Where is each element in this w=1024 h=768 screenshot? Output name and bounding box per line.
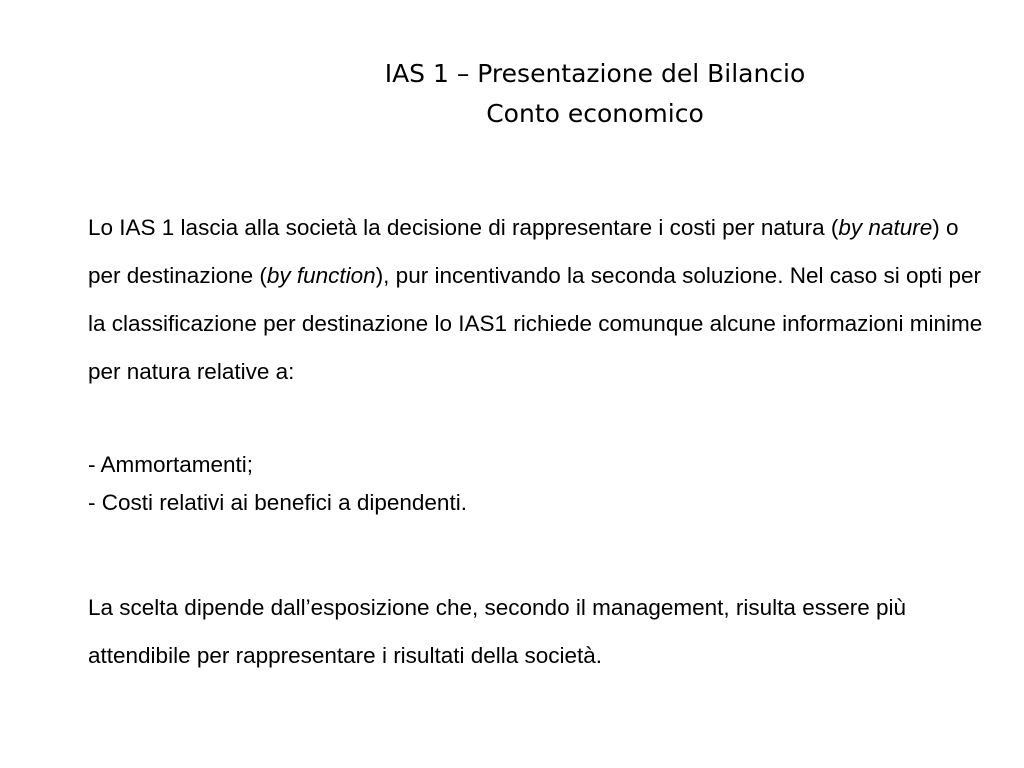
list-item: - Ammortamenti; xyxy=(88,452,254,477)
paragraph-2: La scelta dipende dall’esposizione che, secondo il management, risulta essere più attendibile per rappresentare i risultati della società. xyxy=(88,595,906,668)
paragraph-1 xyxy=(88,204,988,396)
slide-title xyxy=(300,54,890,134)
cost-list xyxy=(88,446,988,522)
paragraph-1-text-c: ), pur incentivando la seconda soluzione. Nel caso si opti per la classificazione per destinazione lo IAS1 richiede comunque alcune informazioni minime per natura relative a: xyxy=(88,263,983,384)
list-item: - Costi relativi ai benefici a dipendenti. xyxy=(88,490,467,515)
paragraph-1-text-b: ) o per destinazione ( xyxy=(88,215,959,288)
title-line-2: Conto economico xyxy=(486,99,704,128)
by-nature-term: by nature xyxy=(838,215,933,240)
title-line-1: IAS 1 – Presentazione del Bilancio xyxy=(384,59,806,88)
by-function-term: by function xyxy=(266,263,376,288)
paragraph-1-text-a: Lo IAS 1 lascia alla società la decisione di rappresentare i costi per natura ( xyxy=(88,215,839,240)
